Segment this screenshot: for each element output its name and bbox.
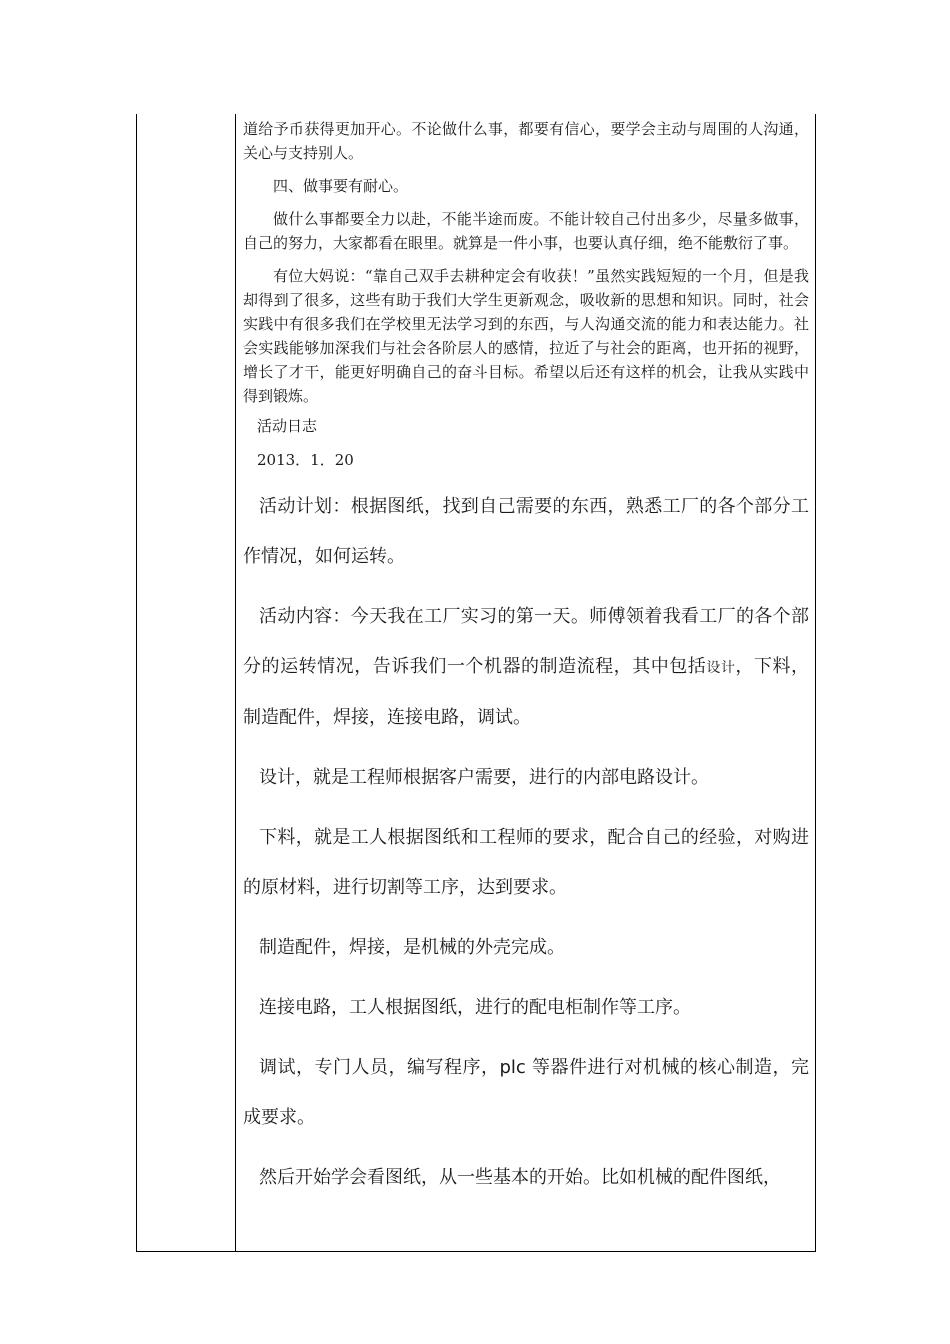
- circuit-paragraph: 连接电路，工人根据图纸，进行的配电柜制作等工序。: [259, 997, 691, 1018]
- left-label-cell: [137, 114, 235, 1251]
- activity-content-small: 设计: [706, 660, 736, 676]
- activity-content: [243, 592, 809, 743]
- continuation-paragraph: 道给予币获得更加开心。不论做什么事，都要有信心，要学会主动与周围的人沟通，关心与支持别人。: [243, 120, 809, 162]
- log-title: 活动日志: [257, 417, 318, 435]
- debug-paragraph: 调试，专门人员，编写程序，plc 等器件进行对机械的核心制造，完成要求。: [243, 1057, 809, 1128]
- design-paragraph: 设计，就是工程师根据客户需要，进行的内部电路设计。: [259, 767, 709, 788]
- activity-content-tail: ，下料，制造配件，焊接，连接电路，调试。: [243, 656, 810, 728]
- column-divider: [235, 114, 236, 1252]
- patience-paragraph: 做什么事都要全力以赴，不能半途而废。不能计较自己付出多少，尽量多做事，自己的努力，大家都看在眼里。就算是一件小事，也要认真仔细，绝不能敷衍了事。: [243, 210, 809, 252]
- drawings-paragraph: 然后开始学会看图纸，从一些基本的开始。比如机械的配件图纸，: [259, 1167, 781, 1188]
- parts-paragraph: 制造配件，焊接，是机械的外壳完成。: [259, 937, 565, 958]
- cutting-paragraph: 下料，就是工人根据图纸和工程师的要求，配合自己的经验，对购进的原材料，进行切割等工序，达到要求。: [243, 827, 809, 898]
- activity-plan: 活动计划：根据图纸，找到自己需要的东西，熟悉工厂的各个部分工作情况，如何运转。: [243, 496, 809, 567]
- content-cell: [243, 114, 809, 1203]
- log-date: 2013．1．20: [257, 451, 354, 469]
- section-heading: 四、做事要有耐心。: [273, 177, 409, 195]
- activity-content-main: 活动内容：今天我在工厂实习的第一天。师傅领着我看工厂的各个部分的运转情况，告诉我们一个机器的制造流程，其中包括: [243, 606, 809, 677]
- conclusion-paragraph: 有位大妈说：“靠自己双手去耕种定会有收获！”虽然实践短短的一个月，但是我却得到了很多，这些有助于我们大学生更新观念，吸收新的思想和知识。同时，社会实践中有很多我们在学校里无法学习到的东西，与人沟通交流的能力和表达能力。社会实践能够加深我们与社会各阶层人的感情，拉近了与社会的距离，也开拓的视野，增长了才干，能更好明确自己的奋斗目标。希望以后还有这样的机会，让我从实践中得到锻炼。: [243, 267, 809, 405]
